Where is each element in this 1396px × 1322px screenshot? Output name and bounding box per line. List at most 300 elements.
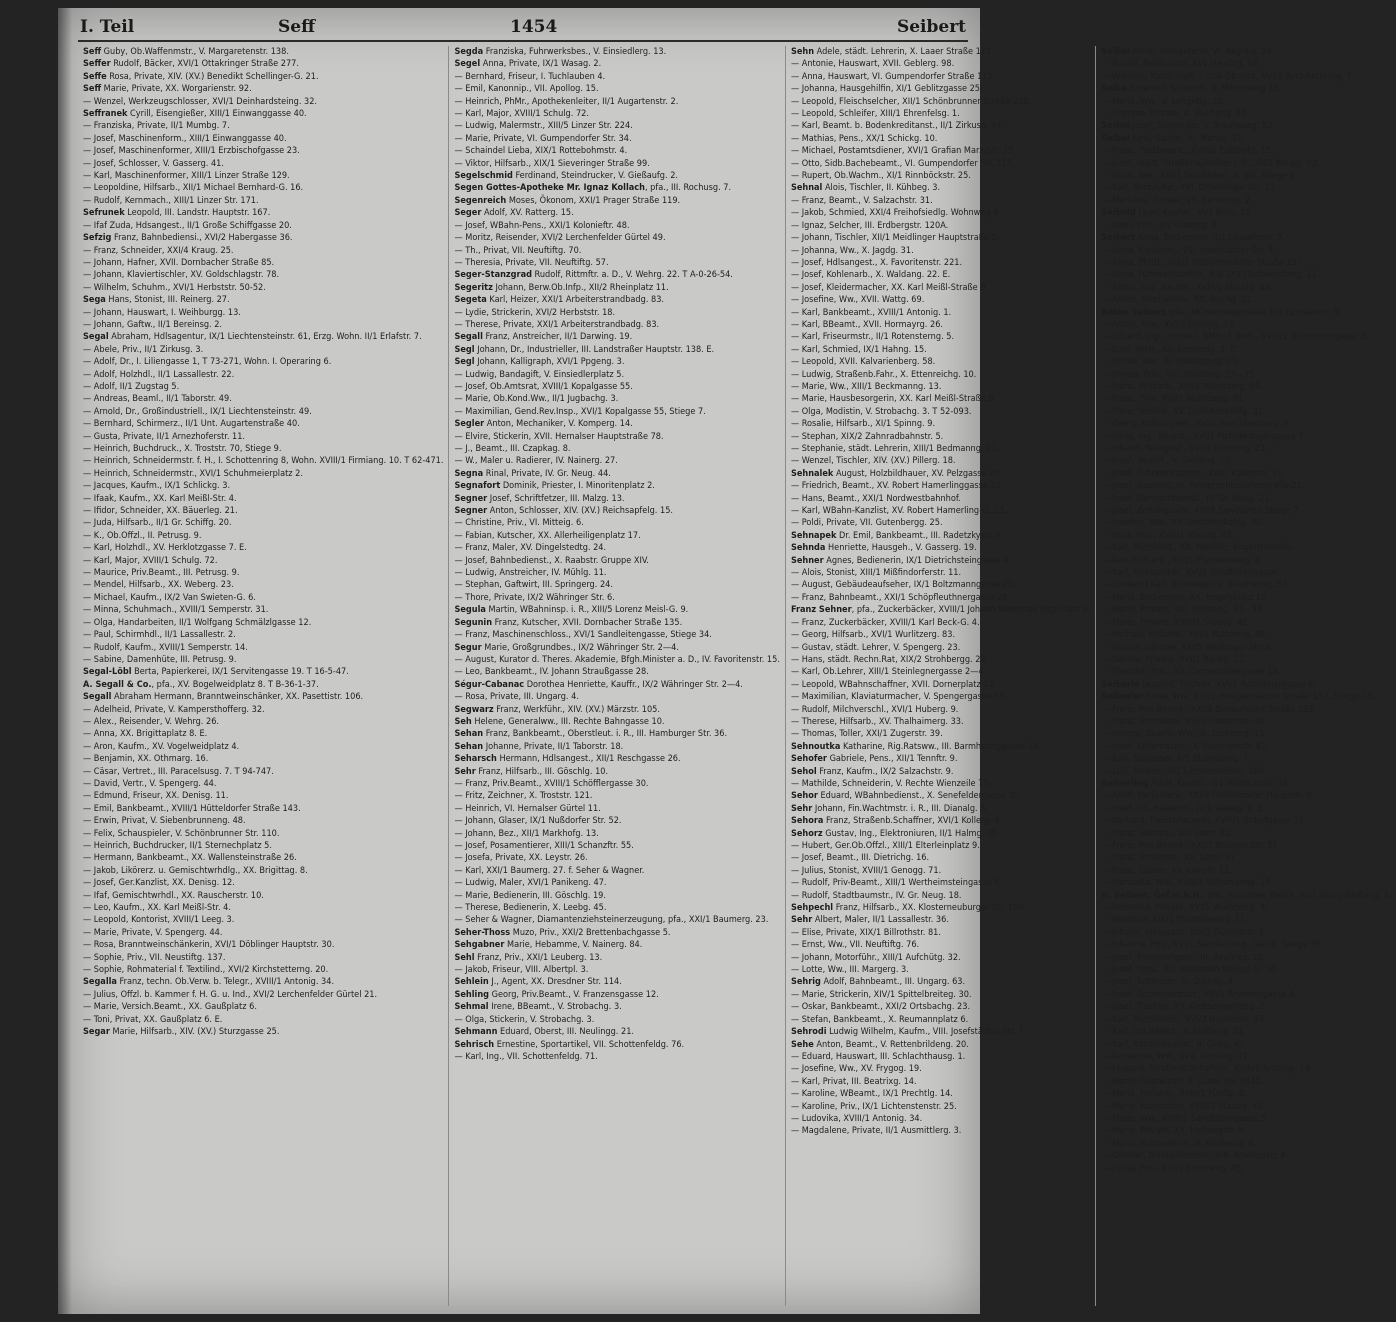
directory-entry [83, 431, 443, 443]
entry-details: — Johanna, Ww., X. Jagdg. 31. [790, 245, 914, 256]
entry-details: — Bernhard, Friseur, I. Tuchlauben 4. [454, 71, 606, 82]
entry-details: Hermann, Hdlsangest., XII/1 Reschgasse 26. [496, 754, 681, 765]
entry-details: — Theresia, Private, VII. Neuftiftg. 57. [454, 257, 609, 268]
directory-entry [454, 443, 779, 455]
entry-surname: Sehlein [454, 977, 489, 988]
directory-entry [1101, 133, 1391, 145]
directory-entry [83, 220, 443, 232]
directory-entry [454, 1001, 779, 1013]
directory-entry [1101, 1150, 1391, 1162]
entry-details: Dorothea Henriette, Kauffr., IX/2 Währinger Str. 2—4. [524, 679, 743, 690]
directory-entry [791, 1076, 1090, 1088]
entry-details: — Theodor, Priv., XV. Clementinengasse 18. [1101, 667, 1281, 678]
entry-details: — Fabian, Kutscher, XX. Allerheiligenplatz 17. [454, 530, 641, 541]
entry-surname: Sehmal [454, 1002, 489, 1013]
entry-details: Rosa, Private, XIV. (XV.) Benedikt Schellinger-G. 21. [106, 71, 319, 82]
entry-details: — Karl, WBahn-Kanzlist, XV. Robert Hamerling-G. 23. [790, 506, 1007, 517]
directory-entry [791, 257, 1090, 269]
directory-entry [791, 369, 1090, 381]
entry-surname: Sehan [454, 741, 484, 752]
directory-entry [83, 1001, 443, 1013]
directory-entry [791, 778, 1090, 790]
directory-entry [83, 666, 443, 678]
entry-details: — Karl, BBeamt., XVII. Hormayrg. 26. [790, 319, 944, 330]
directory-entry [1101, 1101, 1391, 1113]
entry-details: — Josef, Gastwirt, IX. Reinprechtsdorferstraße 21. [1101, 481, 1305, 492]
directory-entry [83, 232, 443, 244]
entry-details: — Alois, Stonist, XIII/1 Mißfindorferstr. 11. [790, 568, 962, 579]
entry-surname: Sehr [454, 766, 476, 777]
entry-details: — Irene, Ww., XVI/1 Sandleiten, II. Teil, Stiege 2. [1101, 171, 1298, 182]
directory-entry [1101, 728, 1391, 740]
directory-entry [791, 976, 1090, 988]
entry-details: Adele, städt. Lehrerin, X. Laaer Straße 171. [814, 47, 994, 57]
entry-details: — Moritz, Reisender, XVI/2 Lerchenfelder Gürtel 49. [454, 233, 666, 244]
directory-entry [791, 865, 1090, 877]
entry-surname: Segner [454, 493, 488, 504]
directory-entry [791, 902, 1090, 914]
directory-entry [791, 815, 1090, 827]
entry-details: — Maximilian, Gend.Rev.Insp., XVI/1 Kopalgasse 55, Stiege 7. [454, 406, 706, 417]
directory-entry [1101, 331, 1391, 343]
entry-details: — Johanna, Priv., XVI/1 Sandleiteng., Teil III, Stiege 30. [1101, 940, 1324, 951]
entry-surname: Segula [454, 605, 486, 616]
directory-entry [454, 46, 779, 58]
entry-details: Rinal, Private, IV. Gr. Neug. 44. [483, 468, 611, 479]
directory-entry [83, 344, 443, 356]
directory-entry [791, 294, 1090, 306]
entry-details: — Marie, Private, VIII. Blindeng. 33—35. [1101, 605, 1265, 616]
entry-details: Anna, Ww., XIX/2 Heiligenstädter Straße 157, Stiege 11. [1143, 692, 1376, 703]
directory-entry [791, 629, 1090, 641]
directory-entry [83, 393, 443, 405]
entry-details: — Michael, Postamtsdiener, XVI/1 Grafian Marz-Str. 25. [790, 146, 1016, 157]
entry-details: — Michael, Hilfsarb., XVI/1 Ruthnerg. 48. [1101, 630, 1268, 641]
directory-entry [1101, 567, 1391, 579]
directory-entry [1101, 803, 1391, 815]
directory-entry [454, 96, 779, 108]
directory-page [58, 8, 1392, 1314]
directory-entry [454, 728, 779, 740]
directory-entry [454, 431, 779, 443]
entry-details: — Adolf, II/1 Zugstag 5. [83, 381, 180, 392]
directory-entry [1101, 170, 1391, 182]
directory-entry [1101, 865, 1391, 877]
entry-details: Marie, Private, XX. Worgarienstr. 92. [101, 84, 252, 95]
directory-entry [1101, 46, 1391, 58]
directory-entry [791, 381, 1090, 393]
entry-surname: Seger [454, 208, 482, 219]
directory-entry [1101, 468, 1391, 480]
directory-entry [1101, 71, 1391, 83]
entry-surname: Seh [454, 716, 472, 727]
directory-entry [454, 567, 779, 579]
entry-details: — Anton, Mechaniker, XX. Bachg. 21. [1101, 295, 1254, 306]
directory-entry [1101, 1063, 1391, 1075]
entry-details: — Marie, Bedienerin, III. Göschlg. 19. [454, 890, 606, 901]
entry-details: — Juda, Hilfsarb., II/1 Gr. Schiffg. 20. [83, 518, 232, 529]
directory-entry [83, 592, 443, 604]
entry-details: Anna, Bedienerin, II/1 Lassallestr. 9. [1134, 233, 1285, 244]
entry-surname: Segner [454, 506, 488, 517]
entry-details: — Franz, Schneider, XVI/2 Hasnerstr. 40. [1101, 716, 1267, 727]
directory-entry [791, 455, 1090, 467]
directory-entry [791, 517, 1090, 529]
entry-details: Johanne, Private, II/1 Taborstr. 18. [483, 741, 624, 752]
entry-details: — Cäsar, Vertret., III. Paracelsusg. 7. T 94-747. [83, 766, 274, 777]
entry-details: Hans, Stonist, III. Reinerg. 27. [105, 295, 230, 306]
entry-details: — Karoline, WBeamt., IX/1 Prechtlg. 14. [790, 1089, 953, 1100]
entry-details: Eduard, Oberst, III. Neulingg. 21. [497, 1027, 634, 1038]
directory-entry [1101, 1125, 1391, 1137]
entry-details: — Ludovika, XVIII/1 Antonig. 34. [790, 1113, 923, 1124]
entry-details: — Rupert, Ob.Wachm., XI/1 Rinnböckstr. 25. [790, 171, 971, 182]
directory-entry [1101, 207, 1391, 219]
directory-entry [83, 890, 443, 902]
entry-details: — Franz, Hilfsarb., XX. Lestr. 81. [1101, 828, 1233, 839]
entry-details: — Heinrich, Buchdrucker, II/1 Sternechplatz 5. [83, 841, 272, 851]
entry-surname: Segnafort [454, 481, 501, 492]
entry-details: — Aron, Kaufm., XV. Vogelweidplatz 4. [83, 741, 240, 752]
entry-details: , pfa., Mühlenbauanstalt, II/1 Lassallestr. 9. [1165, 307, 1342, 318]
entry-details: Leopold, Tischler, XVI/1 Rudolfinergasse 6. [1139, 679, 1316, 690]
directory-entry [83, 542, 443, 554]
entry-details: — Marie, Private, V. Spengerg. 44. [83, 927, 223, 938]
entry-details: — Leo, Kaufm., XX. Karl Meißl-Str. 4. [83, 903, 231, 914]
directory-entry [454, 158, 779, 170]
directory-entry [1101, 1113, 1391, 1125]
directory-entry [83, 294, 443, 306]
entry-details: — Franz, Priv.Beamt., XVIII/1 Schöfflergasse 30. [454, 778, 649, 789]
entry-details: — Leopold, Schleifer, XIII/1 Ehrenfelsg. 1. [790, 109, 960, 120]
entry-surname: Seger-Stanzgrad [454, 270, 532, 281]
entry-details: — Benjamin, XX. Othmarg. 16. [83, 754, 209, 765]
entry-details: — Johann, WAngest., XVI/1 Rückertg. 23. [1101, 444, 1268, 454]
directory-entry [791, 952, 1090, 964]
directory-entry [454, 418, 779, 430]
entry-details: — Josef, Dr., Hausbes., IX/1 Wasag. 8. E. [1101, 803, 1266, 814]
directory-entry [454, 58, 779, 70]
directory-entry [83, 207, 443, 219]
directory-entry [791, 1001, 1090, 1013]
directory-entry [791, 133, 1090, 145]
directory-entry [83, 369, 443, 381]
directory-entry [454, 642, 779, 654]
entry-details: — Marie, Ww., XIII/1 Beckmanng. 13. [790, 381, 942, 392]
directory-entry [1101, 766, 1391, 778]
directory-entry [454, 369, 779, 381]
entry-surname: Ségur-Cabanac [454, 679, 525, 690]
directory-column-3 [786, 46, 1096, 1306]
entry-surname: Seibel [1101, 133, 1130, 144]
directory-entry [791, 207, 1090, 219]
entry-surname: Sehl [454, 952, 475, 963]
entry-details: — Karl, Schlosser, II/1 Blumauerg. 7. [1101, 754, 1251, 765]
directory-entry [83, 716, 443, 728]
entry-details: — Georg, Hilfsarb., XVI/1 Wurlitzerg. 83. [790, 630, 956, 641]
entry-surname: Segal-Löbl [83, 667, 132, 678]
directory-entry [83, 778, 443, 790]
entry-details: — Eduard, Ing., Hofrat i. BMin. f. Verk., XVIII/1 Würtenschgasse 2. [1101, 332, 1368, 343]
entry-details: — Heinrich, Schneidermstr. f. H., I. Schottenring 8, Wohn. XVIII/1 Firmiang. 10. T 62-471. [83, 456, 444, 467]
entry-details: — Marie, Hausbesorgerin, XX. Karl Meißl-Straße 9. [790, 394, 997, 405]
directory-entry [454, 766, 779, 778]
entry-details: — Gusta, Private, II/1 Arnezhoferstr. 11. [83, 431, 246, 442]
entry-details: Franz, Kutscher, XVII. Dornbacher Straße 135. [492, 617, 683, 628]
entry-details: , pfa., maritime Werke, XII/1 Königsklofterg. 3. [1202, 890, 1392, 901]
entry-details: — Marie, Ob.Kond.Ww., II/1 Jugbachg. 3. [454, 394, 619, 405]
entry-surname: Seiberler [1101, 692, 1144, 703]
entry-details: Marie, Hebamme, V. Nainerg. 84. [504, 940, 643, 951]
directory-column-2 [449, 46, 785, 1306]
directory-entry [791, 704, 1090, 716]
directory-entry [1101, 307, 1391, 319]
directory-entry [454, 828, 779, 840]
entry-surname: Segler [454, 419, 485, 430]
directory-entry [1101, 790, 1391, 802]
directory-entry [83, 170, 443, 182]
directory-entry [454, 505, 779, 517]
directory-entry [1101, 1088, 1391, 1100]
entry-details: — Heinrich, Buchdruck., X. Troststr. 70, Stiege 9. [83, 444, 282, 454]
directory-entry [83, 83, 443, 95]
directory-entry [791, 592, 1090, 604]
directory-entry [791, 1125, 1090, 1137]
entry-details: — Maximilian, Klaviaturmacher, V. Spengergasse 55. [790, 692, 1007, 703]
entry-surname: Segl [454, 344, 475, 355]
entry-details: — Adolf, Dr., I. Liliengasse 1, T 73-271, Wohn. I. Operaring 6. [83, 357, 332, 368]
directory-entry [791, 505, 1090, 517]
entry-details: — Josef, Kleidermacher, XX. Karl Meißl-Straße 9. [790, 282, 989, 293]
entry-details: — Ludwig, Straßenb.Fahr., X. Ettenreichg. 10. [790, 369, 977, 380]
entry-surname: Segl [454, 357, 475, 368]
directory-entry [454, 120, 779, 132]
entry-details: Adolf, XV. Ratterg. 15. [481, 208, 574, 219]
directory-entry [791, 691, 1090, 703]
directory-entry [1101, 852, 1391, 864]
directory-entry [83, 356, 443, 368]
directory-entry [1101, 964, 1391, 976]
entry-details: — Mathilde, Schneiderin, V. Rechte Wienzeile 75. [790, 778, 992, 789]
entry-details: — Franz, Beamt., V. Salzachstr. 31. [790, 195, 933, 206]
directory-entry [83, 952, 443, 964]
directory-entry [1101, 257, 1391, 269]
entry-details: — Johann, Bez., XII/1 Markhofg. 13. [454, 828, 599, 839]
directory-entry [83, 443, 443, 455]
entry-details: — Emilie, Ww., III. Haldingerg. 23. [1101, 357, 1240, 368]
entry-surname: Sehnalek [790, 468, 834, 479]
entry-details: — Ludwig, Malermstr., XIII/5 Linzer Str. 224. [454, 121, 633, 132]
entry-details: — Karl, Bankbeamt., XVIII/1 Antonig. 1. [790, 307, 952, 318]
entry-details: — Stephan, XIX/2 Zahnradbahnstr. 5. [790, 431, 944, 442]
header-page-number: 1454 [510, 17, 558, 37]
directory-entry [1101, 505, 1391, 517]
directory-entry [1101, 530, 1391, 542]
entry-details: — Anton, Priv., XVI/1 Eisnerg. 13. [1101, 319, 1237, 330]
directory-entry [791, 170, 1090, 182]
directory-entry [83, 245, 443, 257]
directory-entry [83, 828, 443, 840]
entry-details: — Helene, Beamt.-Ww., III. Lorbeerg. 15. [1101, 729, 1267, 740]
entry-details: — Heinrich, Schneidermstr., XVI/1 Schuhmeierplatz 2. [83, 468, 303, 479]
directory-entry [1101, 629, 1391, 641]
entry-details: — Anna, Pfdrd., XIX/2 Heiligenstädter Straße 157. [1101, 257, 1305, 268]
entry-details: Berta, Papierkerei, IX/1 Servitengasse 19. T 16-5-47. [131, 667, 349, 678]
entry-details: Georg, Priv.Beamt., V. Franzensgasse 12. [489, 989, 659, 1000]
entry-details: Franz, Straßenb.Schaffner, XVI/1 Kollerg. 4. [823, 816, 1003, 827]
directory-entry [83, 319, 443, 331]
entry-details: Anton, Mechaniker, V. Komperg. 14. [484, 419, 633, 430]
entry-details: Dr. Emil, Bankbeamt., III. Radetzkystr. 5. [836, 530, 1004, 541]
directory-entry [1101, 840, 1391, 852]
directory-entry [791, 666, 1090, 678]
directory-entry [83, 468, 443, 480]
directory-entry [83, 158, 443, 170]
entry-details: — Anna, Kleiderm., VIII. Josefstädter Str. 5. [1101, 245, 1276, 256]
directory-entry [83, 493, 443, 505]
entry-details: Anton, Beamt., V. Rettenbrildeng. 20. [813, 1039, 969, 1050]
entry-details: — Johann, Gaftw., II/1 Bereinsg. 2. [83, 319, 223, 330]
entry-surname: Sefzig [83, 233, 112, 244]
entry-details: — Marie, Ww., XVIII/1 Sandleitengasse 5. [1101, 1113, 1269, 1124]
entry-details: — Seher & Wagner, Diamantenziehsteinerzeugung, pfa., XXI/1 Baumerg. 23. [454, 915, 769, 926]
directory-entry [83, 1026, 443, 1038]
entry-details: — Oskar, Bankbeamt., XXI/2 Ortsbachg. 23. [790, 1002, 971, 1013]
directory-entry [1101, 480, 1391, 492]
entry-details: — Karl, Friseurmstr., II/1 Rotensterng. 5. [790, 332, 955, 343]
entry-details: — Thore, Private, IX/2 Währinger Str. 6. [454, 592, 615, 603]
entry-details: — Josef, Beamt., III. Dietrichg. 16. [790, 853, 930, 864]
entry-details: — Therese, Bedienerin, X. Leebg. 45. [454, 903, 607, 914]
entry-details: Alois, Tischler, II. Kühbeg. 3. [822, 183, 941, 194]
entry-details: — Viktor, Hilfsarb., XIX/1 Sieveringer Straße 99. [454, 158, 650, 169]
directory-entry [83, 530, 443, 542]
entry-details: — Hermine, XIX/1 Pfarrwieseng. 11. [1101, 915, 1248, 926]
directory-entry [454, 914, 779, 926]
entry-details: — Stephanie, städt. Lehrerin, XIII/1 Bedmanng. 21. [790, 444, 1000, 454]
entry-details: — Rudolf, Stadtbaumstr., IV. Gr. Neug. 18. [790, 890, 962, 901]
entry-details: — Rudolf, Kernmach., XIII/1 Linzer Str. 171. [83, 195, 259, 206]
directory-entry [791, 344, 1090, 356]
entry-surname: Anton Seibert [1101, 307, 1166, 318]
entry-details: — Stephan, Gaftwirt, III. Springerg. 24. [454, 580, 613, 591]
entry-details: — Karl, Mechaniker, XVI/1 Sandleitengasse. [1101, 568, 1280, 579]
entry-details: — Adelheid, Private, V. Kampersthofferg. 32. [83, 704, 265, 715]
directory-entry [791, 245, 1090, 257]
directory-entry [454, 964, 779, 976]
entry-details: — Karl, Major, XVIII/1 Schulg. 72. [83, 555, 218, 566]
directory-entry [83, 604, 443, 616]
directory-entry [83, 58, 443, 70]
entry-details: — Olga, Modistin, V. Strobachg. 3. T 52-093. [790, 406, 972, 417]
entry-details: — Hermann, Private, XVI/1 Wurlitzerg. 9. [1101, 903, 1268, 914]
entry-details: — Marie, Gastwirtin, X. Laaer Str. 164D. [1101, 1076, 1265, 1087]
directory-entry [454, 257, 779, 269]
entry-details: Emanuel, Schuhm., V. Mittersteig 28. [1127, 84, 1281, 95]
directory-entry [454, 108, 779, 120]
entry-surname: Segda [454, 47, 484, 57]
directory-entry [454, 579, 779, 591]
directory-entry [1101, 1138, 1391, 1150]
entry-details: — Jakob, Likörerz. u. Gemischtwrhdlg., XX. Brigittag. 8. [83, 865, 308, 876]
directory-entry [454, 604, 779, 616]
directory-entry [791, 1026, 1090, 1038]
entry-details: — Josef, Kellerhackh., X. Favoritenstr. 61. [1101, 741, 1269, 752]
directory-entry [454, 1014, 779, 1026]
header-last-name: Seibert [896, 17, 966, 37]
directory-entry [791, 840, 1090, 852]
entry-surname: Sehnoutka [790, 741, 841, 752]
entry-details: — David, Vertr., V. Spengerg. 44. [83, 778, 217, 789]
entry-details: — Therese, Private, X. Bucheng. 86. [1101, 109, 1249, 120]
entry-details: — Karl, Schmied, IX/1 Hahng. 15. [790, 344, 927, 355]
directory-entry [83, 964, 443, 976]
entry-details: — Jakob, Schmied, XXI/4 Freihofsiedlg. Wohnweg 9. [790, 208, 1001, 219]
entry-details: — Josefa, Private, XX. Leystr. 26. [454, 853, 588, 864]
directory-entry [1101, 1001, 1391, 1013]
entry-details: — Fritz, Zeichner, X. Troststr. 121. [454, 791, 593, 802]
directory-entry [83, 728, 443, 740]
directory-entry [1101, 828, 1391, 840]
entry-details: — Erwin, Privat, V. Siebenbrunneng. 48. [83, 816, 246, 827]
entry-details: Albert, Maler, II/1 Lassallestr. 36. [812, 915, 949, 926]
entry-details: — Olga, Handarbeiten, II/1 Wolfgang Schmälzlgasse 12. [83, 617, 312, 628]
entry-details: Eduard, WBahnbedienst., X. Senefeldergasse 30. [817, 791, 1022, 802]
entry-details: — Johann, Motorführ., XIII/1 Aufchütg. 32. [790, 952, 961, 963]
entry-surname: Sehling [454, 989, 490, 1000]
directory-entry [1101, 902, 1391, 914]
entry-details: — Josef, Schlosser, III. Dianag. 4. [1101, 977, 1236, 988]
directory-entry [83, 71, 443, 83]
entry-details: — Josef, Ger.Kanzlist, XX. Denisg. 12. [83, 878, 235, 889]
entry-details: — Minna, Schuhmach., XVIII/1 Semperstr. 31. [83, 605, 269, 616]
entry-details: — Felix, Schauspieler, V. Schönbrunner Str. 110. [83, 828, 280, 839]
entry-details: — Johann, Hafner, XVII. Dornbacher Straße 85. [83, 257, 275, 268]
directory-entry [454, 207, 779, 219]
directory-entry [454, 654, 779, 666]
directory-entry [454, 331, 779, 343]
entry-details: Abraham Hermann, Branntweinschänker, XX. Pasettistr. 106. [111, 692, 364, 703]
entry-surname: Sehrig [790, 977, 821, 988]
entry-surname: Seibel [1101, 47, 1130, 57]
directory-entry [454, 691, 779, 703]
directory-entry [454, 592, 779, 604]
directory-entry [83, 182, 443, 194]
directory-entry [1101, 542, 1391, 554]
entry-details: — Marie, Ww., V. Leitgebg. 13. [1101, 96, 1226, 107]
directory-column-1 [78, 46, 449, 1306]
directory-entry [791, 1113, 1090, 1125]
entry-details: — Johann, Inkassant, XIX/2 Gunoldstr. 3. [1101, 927, 1267, 938]
entry-details: — Arnold, Dr., Großindustriell., IX/1 Liechtensteinstr. 49. [83, 406, 312, 417]
entry-surname: Segelschmid [454, 171, 513, 182]
entry-details: — Franziska, Ww., XVIII/1 Schumanng. 15. [1101, 878, 1273, 889]
entry-details: — Josef, Schneidermstr., XVI/2 Brunnengasse 4. [1101, 989, 1297, 1000]
directory-entry [1101, 145, 1391, 157]
entry-details: — Leopold, Kontorist, XVIII/1 Leeg. 3. [83, 915, 235, 926]
entry-surname: Sehr [790, 915, 813, 926]
directory-entry [454, 294, 779, 306]
entry-details: — Wilhelm, Kanzl.Abjft. i. Zoll-Ob.Amt, XVI/1 Rechftetterng. 7. [1101, 71, 1355, 82]
entry-details: — Adolf, Parfümerie, XXI/4 Floridsdorfer Hauptstr. 8. [1101, 791, 1315, 802]
entry-details: — Josef, Maschinenform., XIII/1 Einwanggasse 40. [83, 133, 287, 144]
entry-details: — Jakob, Friseur, VIII. Albertpl. 3. [454, 965, 589, 976]
entry-details: — Emil, Kanonnip., VII. Apollog. 15. [454, 84, 599, 95]
directory-entry [791, 964, 1090, 976]
entry-details: — Rosa, Private, III. Ungarg. 4. [454, 692, 579, 703]
entry-details: — Ifidor, Schneider, XX. Bäuerleg. 21. [83, 506, 238, 517]
directory-entry [1101, 282, 1391, 294]
